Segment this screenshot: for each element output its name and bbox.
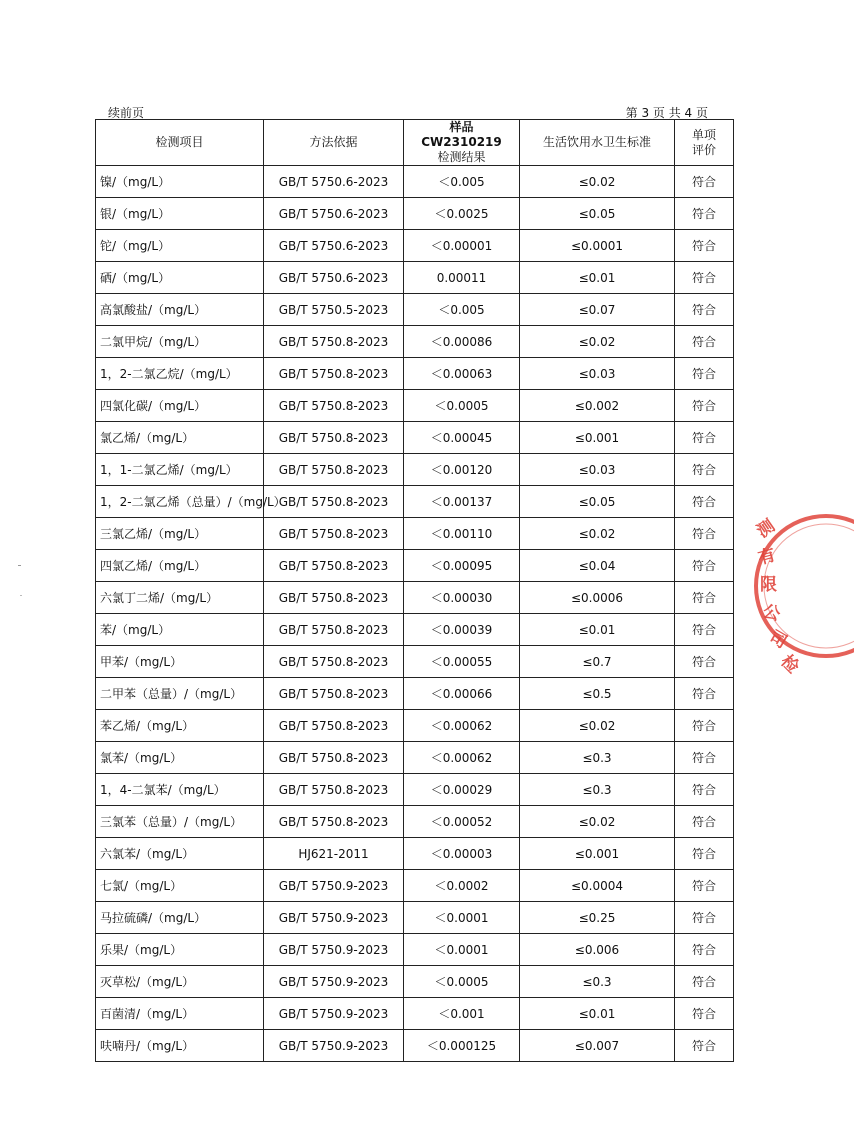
standard-cell: ≤0.03 [520, 358, 675, 390]
method-cell: GB/T 5750.6-2023 [264, 198, 404, 230]
table-row [96, 454, 734, 486]
result-cell: ＜0.0005 [404, 966, 520, 998]
verdict-cell: 符合 [675, 486, 734, 518]
item-cell: 二氯甲烷/（mg/L） [96, 326, 264, 358]
page-number: 第 3 页 共 4 页 [625, 106, 708, 120]
standard-cell: ≤0.02 [520, 806, 675, 838]
result-cell: ＜0.0002 [404, 870, 520, 902]
result-cell: ＜0.00062 [404, 742, 520, 774]
svg-text:有: 有 [756, 545, 778, 569]
result-cell: ＜0.00066 [404, 678, 520, 710]
standard-cell: ≤0.0001 [520, 230, 675, 262]
column-header-item: 检测项目 [96, 120, 264, 166]
standard-cell: ≤0.03 [520, 454, 675, 486]
method-cell: GB/T 5750.8-2023 [264, 710, 404, 742]
method-cell: GB/T 5750.5-2023 [264, 294, 404, 326]
column-header-verdict-line1: 单项 [691, 127, 716, 142]
item-cell: 呋喃丹/（mg/L） [96, 1030, 264, 1062]
standard-cell: ≤0.3 [520, 742, 675, 774]
method-cell: GB/T 5750.6-2023 [264, 166, 404, 198]
result-cell: ＜0.0005 [404, 390, 520, 422]
standard-cell: ≤0.002 [520, 390, 675, 422]
verdict-cell: 符合 [675, 166, 734, 198]
item-cell: 甲苯/（mg/L） [96, 646, 264, 678]
method-cell: GB/T 5750.8-2023 [264, 614, 404, 646]
item-cell: 四氯化碳/（mg/L） [96, 390, 264, 422]
table-row [96, 806, 734, 838]
method-cell: GB/T 5750.8-2023 [264, 582, 404, 614]
standard-cell: ≤0.02 [520, 710, 675, 742]
table-row [96, 390, 734, 422]
method-cell: GB/T 5750.6-2023 [264, 262, 404, 294]
verdict-cell: 符合 [675, 1030, 734, 1062]
result-cell: ＜0.00039 [404, 614, 520, 646]
column-header-result-label: 检测结果 [437, 150, 486, 164]
item-cell: 苯乙烯/（mg/L） [96, 710, 264, 742]
table-row [96, 742, 734, 774]
item-cell: 六氯丁二烯/（mg/L） [96, 582, 264, 614]
column-header-verdict-line2: 评价 [691, 142, 716, 157]
table-row [96, 550, 734, 582]
table-row [96, 614, 734, 646]
standard-cell: ≤0.006 [520, 934, 675, 966]
table-row [96, 262, 734, 294]
standard-cell: ≤0.3 [520, 774, 675, 806]
method-cell: GB/T 5750.8-2023 [264, 550, 404, 582]
table-row [96, 710, 734, 742]
svg-text:司: 司 [765, 627, 791, 653]
result-cell: ＜0.00062 [404, 710, 520, 742]
verdict-cell: 符合 [675, 582, 734, 614]
company-seal [744, 498, 854, 678]
table-row [96, 294, 734, 326]
verdict-cell: 符合 [675, 966, 734, 998]
result-cell: 0.00011 [404, 262, 520, 294]
table-row [96, 998, 734, 1030]
standard-cell: ≤0.02 [520, 518, 675, 550]
method-cell: GB/T 5750.8-2023 [264, 390, 404, 422]
item-cell: 镍/（mg/L） [96, 166, 264, 198]
result-cell: ＜0.0001 [404, 934, 520, 966]
verdict-cell: 符合 [675, 390, 734, 422]
item-cell: 三氯乙烯/（mg/L） [96, 518, 264, 550]
table-row [96, 518, 734, 550]
continued-label: 续前页 [108, 106, 145, 120]
method-cell: GB/T 5750.9-2023 [264, 870, 404, 902]
method-cell: GB/T 5750.9-2023 [264, 902, 404, 934]
result-cell: ＜0.0025 [404, 198, 520, 230]
method-cell: GB/T 5750.9-2023 [264, 966, 404, 998]
verdict-cell: 符合 [675, 326, 734, 358]
verdict-cell: 符合 [675, 550, 734, 582]
verdict-cell: 符合 [675, 838, 734, 870]
standard-cell: ≤0.05 [520, 486, 675, 518]
item-cell: 七氯/（mg/L） [96, 870, 264, 902]
method-cell: GB/T 5750.9-2023 [264, 934, 404, 966]
item-cell: 三氯苯（总量）/（mg/L） [96, 806, 264, 838]
table-row [96, 422, 734, 454]
table-row [96, 358, 734, 390]
table-row [96, 230, 734, 262]
verdict-cell: 符合 [675, 614, 734, 646]
result-cell: ＜0.000125 [404, 1030, 520, 1062]
svg-text:检: 检 [776, 651, 803, 678]
item-cell: 氯苯/（mg/L） [96, 742, 264, 774]
item-cell: 六氯苯/（mg/L） [96, 838, 264, 870]
item-cell: 银/（mg/L） [96, 198, 264, 230]
svg-text:测: 测 [753, 515, 779, 543]
item-cell: 铊/（mg/L） [96, 230, 264, 262]
method-cell: GB/T 5750.8-2023 [264, 358, 404, 390]
item-cell: 1，2-二氯乙烯（总量）/（mg/L） [96, 486, 264, 518]
verdict-cell: 符合 [675, 902, 734, 934]
standard-cell: ≤0.0004 [520, 870, 675, 902]
verdict-cell: 符合 [675, 230, 734, 262]
header-line [108, 104, 708, 120]
method-cell: HJ621-2011 [264, 838, 404, 870]
result-cell: ＜0.00029 [404, 774, 520, 806]
item-cell: 二甲苯（总量）/（mg/L） [96, 678, 264, 710]
scan-specks [16, 565, 26, 629]
method-cell: GB/T 5750.8-2023 [264, 422, 404, 454]
result-cell: ＜0.0001 [404, 902, 520, 934]
table-row [96, 198, 734, 230]
result-cell: ＜0.00003 [404, 838, 520, 870]
result-cell: ＜0.00052 [404, 806, 520, 838]
result-cell: ＜0.00030 [404, 582, 520, 614]
table-row [96, 902, 734, 934]
item-cell: 灭草松/（mg/L） [96, 966, 264, 998]
method-cell: GB/T 5750.9-2023 [264, 998, 404, 1030]
item-cell: 百菌清/（mg/L） [96, 998, 264, 1030]
table-row [96, 678, 734, 710]
table-row [96, 838, 734, 870]
table-row [96, 486, 734, 518]
item-cell: 1，2-二氯乙烷/（mg/L） [96, 358, 264, 390]
column-header-verdict [675, 120, 734, 166]
method-cell: GB/T 5750.9-2023 [264, 1030, 404, 1062]
verdict-cell: 符合 [675, 870, 734, 902]
result-cell: ＜0.00137 [404, 486, 520, 518]
result-cell: ＜0.00086 [404, 326, 520, 358]
method-cell: GB/T 5750.8-2023 [264, 678, 404, 710]
svg-text:限: 限 [760, 575, 777, 595]
standard-cell: ≤0.007 [520, 1030, 675, 1062]
standard-cell: ≤0.001 [520, 422, 675, 454]
method-cell: GB/T 5750.8-2023 [264, 646, 404, 678]
item-cell: 1，4-二氯苯/（mg/L） [96, 774, 264, 806]
item-cell: 高氯酸盐/（mg/L） [96, 294, 264, 326]
standard-cell: ≤0.25 [520, 902, 675, 934]
verdict-cell: 符合 [675, 518, 734, 550]
table-row [96, 966, 734, 998]
item-cell: 四氯乙烯/（mg/L） [96, 550, 264, 582]
standard-cell: ≤0.01 [520, 998, 675, 1030]
verdict-cell: 符合 [675, 198, 734, 230]
standard-cell: ≤0.001 [520, 838, 675, 870]
method-cell: GB/T 5750.6-2023 [264, 230, 404, 262]
method-cell: GB/T 5750.8-2023 [264, 742, 404, 774]
verdict-cell: 符合 [675, 742, 734, 774]
verdict-cell: 符合 [675, 678, 734, 710]
verdict-cell: 符合 [675, 454, 734, 486]
table-row [96, 646, 734, 678]
result-cell: ＜0.005 [404, 294, 520, 326]
column-header-sample-id: 样品 CW2310219 [421, 120, 502, 149]
table-row [96, 870, 734, 902]
result-cell: ＜0.00045 [404, 422, 520, 454]
item-cell: 1，1-二氯乙烯/（mg/L） [96, 454, 264, 486]
standard-cell: ≤0.01 [520, 614, 675, 646]
verdict-cell: 符合 [675, 934, 734, 966]
verdict-cell: 符合 [675, 998, 734, 1030]
standard-cell: ≤0.3 [520, 966, 675, 998]
svg-text:公: 公 [760, 601, 783, 626]
standard-cell: ≤0.7 [520, 646, 675, 678]
method-cell: GB/T 5750.8-2023 [264, 518, 404, 550]
result-cell: ＜0.00120 [404, 454, 520, 486]
standard-cell: ≤0.07 [520, 294, 675, 326]
table-header-row [96, 120, 734, 166]
standard-cell: ≤0.04 [520, 550, 675, 582]
verdict-cell: 符合 [675, 262, 734, 294]
standard-cell: ≤0.0006 [520, 582, 675, 614]
item-cell: 马拉硫磷/（mg/L） [96, 902, 264, 934]
column-header-standard: 生活饮用水卫生标准 [520, 120, 675, 166]
item-cell: 乐果/（mg/L） [96, 934, 264, 966]
table-row [96, 582, 734, 614]
verdict-cell: 符合 [675, 774, 734, 806]
method-cell: GB/T 5750.8-2023 [264, 806, 404, 838]
table-body [96, 166, 734, 1062]
item-cell: 硒/（mg/L） [96, 262, 264, 294]
method-cell: GB/T 5750.8-2023 [264, 774, 404, 806]
test-results-table [95, 119, 734, 1062]
verdict-cell: 符合 [675, 294, 734, 326]
result-cell: ＜0.00095 [404, 550, 520, 582]
method-cell: GB/T 5750.8-2023 [264, 486, 404, 518]
column-header-result [404, 120, 520, 166]
standard-cell: ≤0.05 [520, 198, 675, 230]
standard-cell: ≤0.5 [520, 678, 675, 710]
verdict-cell: 符合 [675, 646, 734, 678]
standard-cell: ≤0.01 [520, 262, 675, 294]
column-header-method: 方法依据 [264, 120, 404, 166]
verdict-cell: 符合 [675, 806, 734, 838]
result-cell: ＜0.001 [404, 998, 520, 1030]
result-cell: ＜0.00055 [404, 646, 520, 678]
method-cell: GB/T 5750.8-2023 [264, 326, 404, 358]
table-row [96, 934, 734, 966]
method-cell: GB/T 5750.8-2023 [264, 454, 404, 486]
verdict-cell: 符合 [675, 710, 734, 742]
item-cell: 苯/（mg/L） [96, 614, 264, 646]
result-cell: ＜0.005 [404, 166, 520, 198]
table-row [96, 774, 734, 806]
standard-cell: ≤0.02 [520, 166, 675, 198]
result-cell: ＜0.00110 [404, 518, 520, 550]
item-cell: 氯乙烯/（mg/L） [96, 422, 264, 454]
result-cell: ＜0.00001 [404, 230, 520, 262]
table-row [96, 166, 734, 198]
standard-cell: ≤0.02 [520, 326, 675, 358]
table-row [96, 1030, 734, 1062]
table-row [96, 326, 734, 358]
verdict-cell: 符合 [675, 422, 734, 454]
verdict-cell: 符合 [675, 358, 734, 390]
result-cell: ＜0.00063 [404, 358, 520, 390]
